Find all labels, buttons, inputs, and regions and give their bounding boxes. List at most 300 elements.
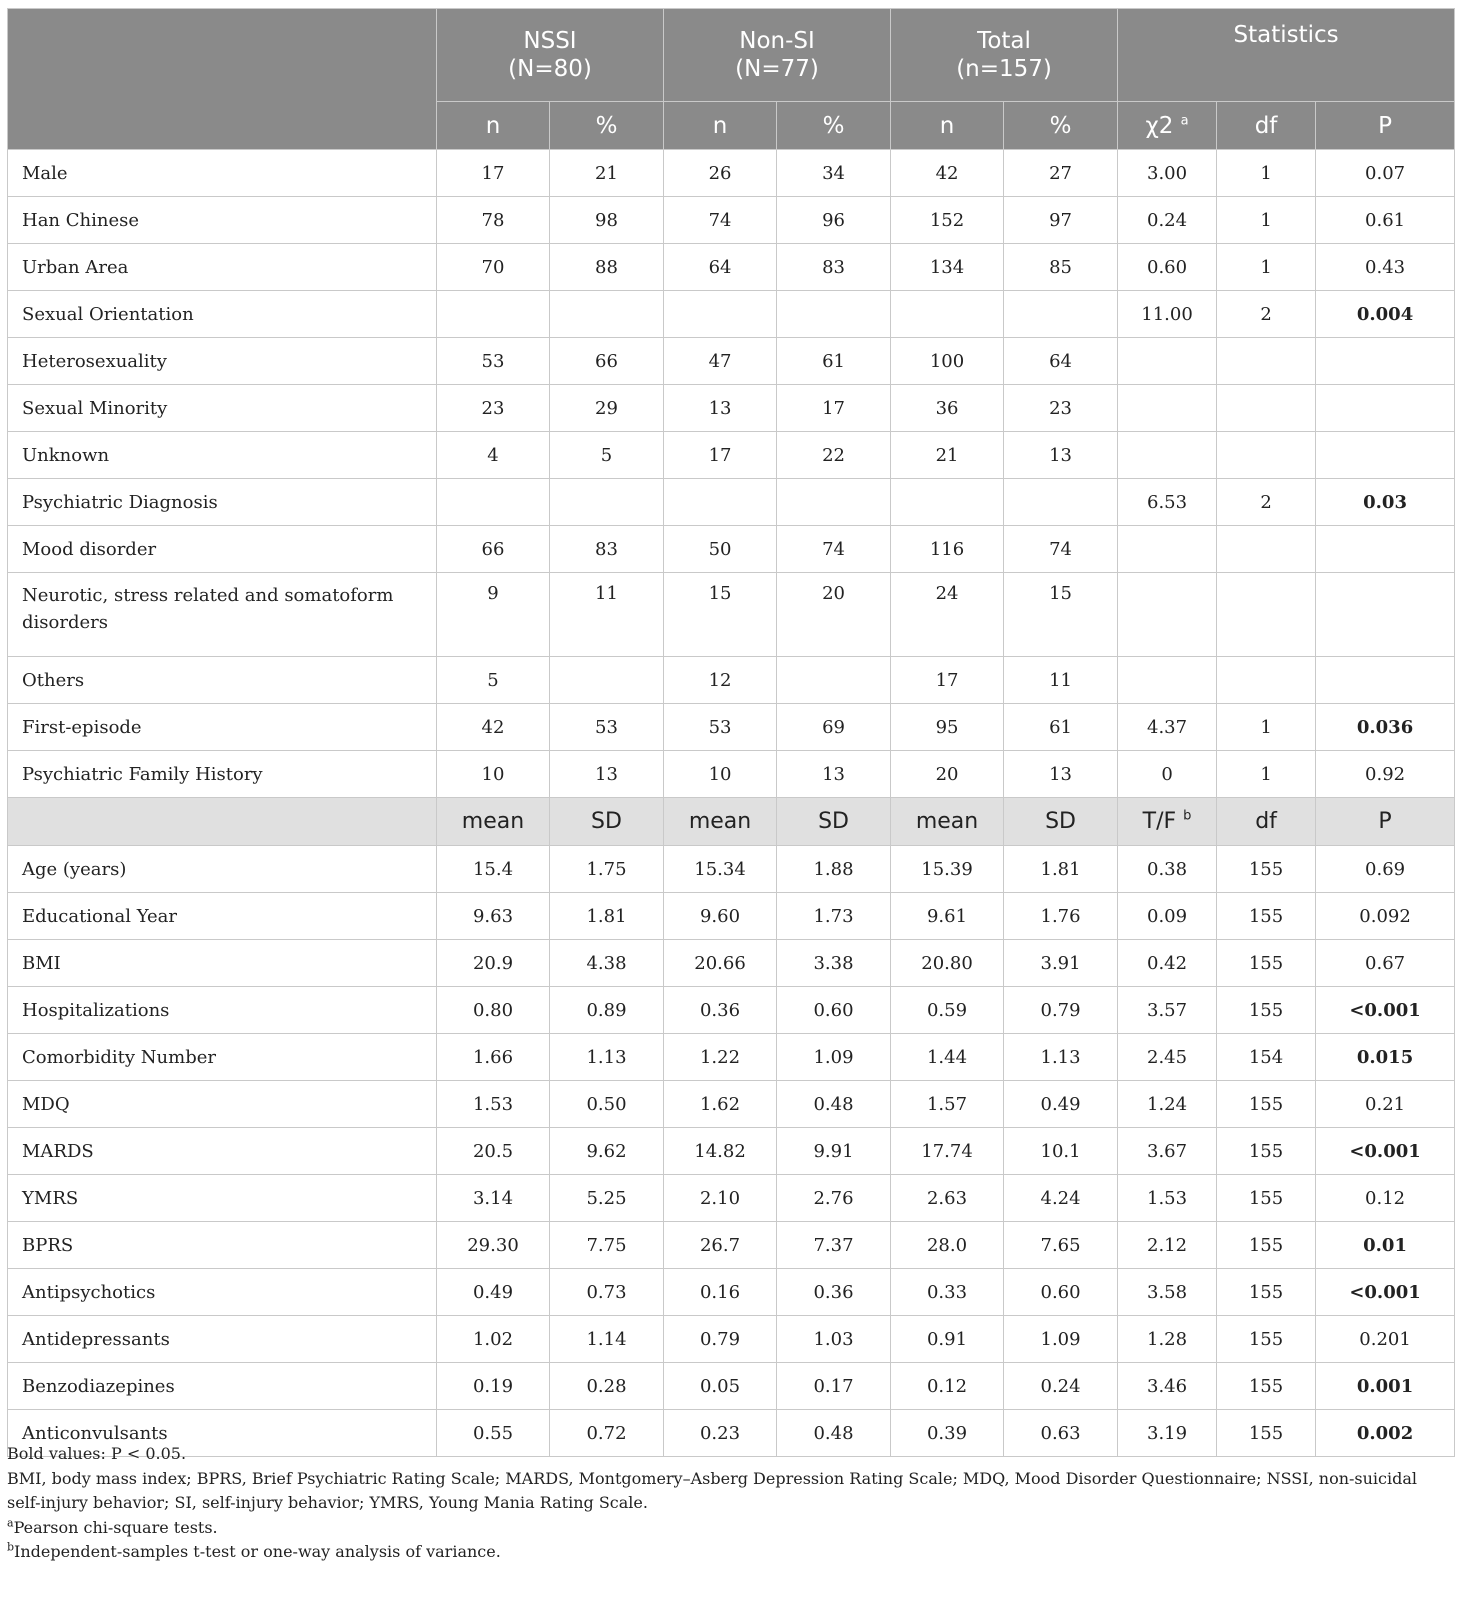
table-cell: 2: [1217, 291, 1316, 338]
header-group-statistics: Statistics: [1118, 9, 1455, 102]
subheader-cell: SD: [777, 798, 891, 846]
table-cell: 23: [1004, 385, 1118, 432]
table-cell: 1.73: [777, 893, 891, 940]
table-cell: 0.28: [550, 1363, 664, 1410]
subheader-cell: P: [1316, 102, 1455, 150]
table-row: [8, 1363, 1455, 1410]
subheader-cell: P: [1316, 798, 1455, 846]
table-cell: 2.45: [1118, 1034, 1217, 1081]
p-value-cell: 0.001: [1316, 1363, 1455, 1410]
table-cell: 155: [1217, 1222, 1316, 1269]
p-value-cell: 0.004: [1316, 291, 1455, 338]
table-cell: 0.39: [891, 1410, 1004, 1457]
table-cell: 42: [891, 150, 1004, 197]
table-cell: 1.62: [664, 1081, 777, 1128]
table-row: [8, 1222, 1455, 1269]
table-cell: 28.0: [891, 1222, 1004, 1269]
table-cell: 15: [1004, 573, 1118, 657]
table-cell: [1118, 385, 1217, 432]
table-cell: 3.46: [1118, 1363, 1217, 1410]
table-cell: 9.91: [777, 1128, 891, 1175]
table-cell: [1004, 479, 1118, 526]
p-value-cell: 0.01: [1316, 1222, 1455, 1269]
table-cell: 3.14: [437, 1175, 550, 1222]
table-cell: 36: [891, 385, 1004, 432]
table-row: [8, 893, 1455, 940]
table-cell: [1118, 338, 1217, 385]
table-cell: 0.33: [891, 1269, 1004, 1316]
table-cell: [777, 291, 891, 338]
table-cell: 66: [437, 526, 550, 573]
p-value-cell: 0.07: [1316, 150, 1455, 197]
table-cell: 0.48: [777, 1081, 891, 1128]
table-cell: [1217, 657, 1316, 704]
table-row: [8, 338, 1455, 385]
table-cell: 22: [777, 432, 891, 479]
p-value-cell: <0.001: [1316, 987, 1455, 1034]
table-cell: [664, 479, 777, 526]
table-cell: [1217, 526, 1316, 573]
table-cell: 3.91: [1004, 940, 1118, 987]
p-value-cell: [1316, 573, 1455, 657]
p-value-cell: 0.015: [1316, 1034, 1455, 1081]
p-value-cell: [1316, 432, 1455, 479]
subheader-cell: %: [1004, 102, 1118, 150]
table-cell: 0.48: [777, 1410, 891, 1457]
table-cell: 88: [550, 244, 664, 291]
row-label: MDQ: [8, 1081, 437, 1128]
table-cell: 155: [1217, 1316, 1316, 1363]
table-cell: 21: [550, 150, 664, 197]
footnote-bold-values: Bold values: P < 0.05.: [7, 1444, 187, 1463]
table-cell: 0.89: [550, 987, 664, 1034]
table-cell: 155: [1217, 893, 1316, 940]
table-row: [8, 751, 1455, 798]
row-label: Sexual Orientation: [8, 291, 437, 338]
subheader-cell: n: [891, 102, 1004, 150]
table-cell: [550, 479, 664, 526]
table-cell: [1217, 573, 1316, 657]
row-label: BMI: [8, 940, 437, 987]
table-cell: 0.60: [777, 987, 891, 1034]
table-cell: [777, 657, 891, 704]
table-cell: 61: [1004, 704, 1118, 751]
table-cell: 15.34: [664, 846, 777, 893]
table-row: [8, 526, 1455, 573]
table-cell: 26.7: [664, 1222, 777, 1269]
table-cell: 155: [1217, 1410, 1316, 1457]
table-cell: 0.16: [664, 1269, 777, 1316]
table-cell: 155: [1217, 1128, 1316, 1175]
table-cell: 17: [664, 432, 777, 479]
table-cell: 2.10: [664, 1175, 777, 1222]
subheader-cell: %: [777, 102, 891, 150]
table-cell: 74: [1004, 526, 1118, 573]
continuous-subheader: [8, 798, 1455, 846]
p-value-cell: [1316, 657, 1455, 704]
table-cell: 3.38: [777, 940, 891, 987]
row-label: Psychiatric Family History: [8, 751, 437, 798]
table-cell: 29: [550, 385, 664, 432]
table-cell: 0.73: [550, 1269, 664, 1316]
table-cell: 17: [437, 150, 550, 197]
table-cell: 5: [437, 657, 550, 704]
table-cell: 13: [1004, 751, 1118, 798]
subheader-cell: df: [1217, 798, 1316, 846]
table-cell: 53: [664, 704, 777, 751]
table-cell: 6.53: [1118, 479, 1217, 526]
table-cell: 97: [1004, 197, 1118, 244]
table-cell: 155: [1217, 1081, 1316, 1128]
table-cell: [1118, 657, 1217, 704]
table-cell: 9.62: [550, 1128, 664, 1175]
table-row: [8, 704, 1455, 751]
table-row: [8, 197, 1455, 244]
table-cell: 1: [1217, 751, 1316, 798]
table-cell: 0.79: [664, 1316, 777, 1363]
table-cell: 0.49: [1004, 1081, 1118, 1128]
subheader-cell: mean: [891, 798, 1004, 846]
table-cell: 20.66: [664, 940, 777, 987]
subheader-tf: T/F $^b$: [1118, 798, 1217, 846]
row-label: Male: [8, 150, 437, 197]
row-label: Antidepressants: [8, 1316, 437, 1363]
row-label: MARDS: [8, 1128, 437, 1175]
table-cell: 1.14: [550, 1316, 664, 1363]
table-cell: 42: [437, 704, 550, 751]
table-cell: 24: [891, 573, 1004, 657]
table-cell: 15.4: [437, 846, 550, 893]
table-cell: 1.88: [777, 846, 891, 893]
table-cell: [550, 657, 664, 704]
row-label: Educational Year: [8, 893, 437, 940]
table-cell: 9: [437, 573, 550, 657]
row-label: Benzodiazepines: [8, 1363, 437, 1410]
table-cell: 155: [1217, 1269, 1316, 1316]
row-label: Heterosexuality: [8, 338, 437, 385]
p-value-cell: [1316, 338, 1455, 385]
table-row: [8, 479, 1455, 526]
row-label: Comorbidity Number: [8, 1034, 437, 1081]
table-cell: 10.1: [1004, 1128, 1118, 1175]
table-cell: 64: [664, 244, 777, 291]
table-row: [8, 573, 1455, 657]
table-cell: 2: [1217, 479, 1316, 526]
table-cell: 0.24: [1004, 1363, 1118, 1410]
table-cell: 20: [777, 573, 891, 657]
row-label: YMRS: [8, 1175, 437, 1222]
table-row: [8, 987, 1455, 1034]
header-group-non-si: Non-SI (N=77): [664, 9, 891, 102]
table-cell: [437, 291, 550, 338]
table-cell: [550, 291, 664, 338]
table-cell: 66: [550, 338, 664, 385]
table-cell: 15: [664, 573, 777, 657]
subheader-cell: SD: [550, 798, 664, 846]
table-cell: [1217, 432, 1316, 479]
table-cell: 2.76: [777, 1175, 891, 1222]
table-row: [8, 1269, 1455, 1316]
table-cell: 53: [550, 704, 664, 751]
p-value-cell: 0.69: [1316, 846, 1455, 893]
table-cell: 85: [1004, 244, 1118, 291]
table-cell: 13: [777, 751, 891, 798]
table-cell: 0.12: [891, 1363, 1004, 1410]
table-cell: 0.09: [1118, 893, 1217, 940]
table-row: [8, 1081, 1455, 1128]
table-cell: 0.72: [550, 1410, 664, 1457]
table-cell: 10: [437, 751, 550, 798]
table-row: [8, 1175, 1455, 1222]
table-cell: [1118, 432, 1217, 479]
table-cell: 1.44: [891, 1034, 1004, 1081]
table-cell: 0.50: [550, 1081, 664, 1128]
table-cell: 100: [891, 338, 1004, 385]
table-cell: 74: [777, 526, 891, 573]
table-cell: 1: [1217, 704, 1316, 751]
table-cell: 11: [550, 573, 664, 657]
table-cell: 0.17: [777, 1363, 891, 1410]
table-row: [8, 1128, 1455, 1175]
table-cell: 0.91: [891, 1316, 1004, 1363]
table-cell: 116: [891, 526, 1004, 573]
table-cell: 95: [891, 704, 1004, 751]
table-cell: 0.60: [1118, 244, 1217, 291]
table-cell: 0.80: [437, 987, 550, 1034]
table-header: [8, 9, 1455, 150]
table-cell: 0.60: [1004, 1269, 1118, 1316]
table-cell: 1.13: [1004, 1034, 1118, 1081]
table-cell: 13: [664, 385, 777, 432]
table-cell: 1.09: [1004, 1316, 1118, 1363]
subheader-cell: mean: [437, 798, 550, 846]
subheader-cell: n: [437, 102, 550, 150]
table-cell: 1.13: [550, 1034, 664, 1081]
table-cell: 0: [1118, 751, 1217, 798]
table-cell: 9.63: [437, 893, 550, 940]
table-cell: 83: [550, 526, 664, 573]
table-cell: 2.12: [1118, 1222, 1217, 1269]
categorical-section: [8, 150, 1455, 798]
row-label: Sexual Minority: [8, 385, 437, 432]
subheader-cell: n: [664, 102, 777, 150]
table-cell: [437, 479, 550, 526]
table-cell: 1.53: [1118, 1175, 1217, 1222]
table-cell: 11: [1004, 657, 1118, 704]
table-cell: [664, 291, 777, 338]
row-label: First-episode: [8, 704, 437, 751]
table-cell: 155: [1217, 940, 1316, 987]
p-value-cell: [1316, 526, 1455, 573]
table-cell: 98: [550, 197, 664, 244]
row-label: Urban Area: [8, 244, 437, 291]
table-cell: 20.80: [891, 940, 1004, 987]
table-cell: 7.65: [1004, 1222, 1118, 1269]
table-cell: 0.05: [664, 1363, 777, 1410]
table-cell: 1.28: [1118, 1316, 1217, 1363]
table-cell: 1.57: [891, 1081, 1004, 1128]
table-row: [8, 385, 1455, 432]
table-cell: 4: [437, 432, 550, 479]
table-row: [8, 1034, 1455, 1081]
table-cell: 29.30: [437, 1222, 550, 1269]
p-value-cell: 0.67: [1316, 940, 1455, 987]
table-cell: [1217, 338, 1316, 385]
row-label: Hospitalizations: [8, 987, 437, 1034]
subheader-chi-square: χ2 $^a$: [1118, 102, 1217, 150]
table-cell: 1.22: [664, 1034, 777, 1081]
row-label: Neurotic, stress related and somatoform disorders: [8, 573, 437, 657]
table-cell: 1: [1217, 150, 1316, 197]
table-cell: 5.25: [550, 1175, 664, 1222]
table-row: [8, 432, 1455, 479]
p-value-cell: 0.43: [1316, 244, 1455, 291]
table-cell: 1.75: [550, 846, 664, 893]
table-cell: 11.00: [1118, 291, 1217, 338]
table-cell: 9.61: [891, 893, 1004, 940]
continuous-section: [8, 846, 1455, 1457]
table-cell: [1118, 526, 1217, 573]
demographics-table: [7, 8, 1455, 1457]
table-cell: 50: [664, 526, 777, 573]
row-label: Antipsychotics: [8, 1269, 437, 1316]
footnote-abbreviations: BMI, body mass index; BPRS, Brief Psychiatric Rating Scale; MARDS, Montgomery–Asberg Depression Rating Scale; MDQ, Mood Disorder Questionnaire; NSSI, non-suicidal self-injury behavior; SI, self-injury behavior; YMRS, Young Mania Rating Scale.: [7, 1468, 1418, 1512]
table-cell: 155: [1217, 846, 1316, 893]
table-cell: 1.81: [1004, 846, 1118, 893]
p-value-cell: 0.12: [1316, 1175, 1455, 1222]
table-cell: 74: [664, 197, 777, 244]
p-value-cell: 0.61: [1316, 197, 1455, 244]
row-label: Anticonvulsants: [8, 1410, 437, 1457]
subheader-cell: mean: [664, 798, 777, 846]
p-value-cell: <0.001: [1316, 1128, 1455, 1175]
table-cell: [777, 479, 891, 526]
table-cell: 4.37: [1118, 704, 1217, 751]
table-cell: 0.49: [437, 1269, 550, 1316]
row-label: Others: [8, 657, 437, 704]
table-cell: 0.79: [1004, 987, 1118, 1034]
table-cell: 69: [777, 704, 891, 751]
p-value-cell: [1316, 385, 1455, 432]
subheader-blank-cell: [8, 798, 437, 846]
table-cell: 1.09: [777, 1034, 891, 1081]
table-cell: 23: [437, 385, 550, 432]
table-row: [8, 244, 1455, 291]
table-cell: 3.67: [1118, 1128, 1217, 1175]
p-value-cell: 0.201: [1316, 1316, 1455, 1363]
table-cell: 1.24: [1118, 1081, 1217, 1128]
table-cell: 3.58: [1118, 1269, 1217, 1316]
table-cell: 1.03: [777, 1316, 891, 1363]
row-label: Psychiatric Diagnosis: [8, 479, 437, 526]
table-cell: 155: [1217, 987, 1316, 1034]
table-row: [8, 150, 1455, 197]
table-cell: 2.63: [891, 1175, 1004, 1222]
header-group-total: Total (n=157): [891, 9, 1118, 102]
table-cell: 0.38: [1118, 846, 1217, 893]
table-cell: 0.24: [1118, 197, 1217, 244]
table-row: [8, 940, 1455, 987]
table-cell: 7.37: [777, 1222, 891, 1269]
table-cell: 1.81: [550, 893, 664, 940]
row-label: Age (years): [8, 846, 437, 893]
header-group-nssi: NSSI (N=80): [437, 9, 664, 102]
table-cell: 83: [777, 244, 891, 291]
p-value-cell: 0.036: [1316, 704, 1455, 751]
table-cell: 155: [1217, 1175, 1316, 1222]
table-cell: 27: [1004, 150, 1118, 197]
table-cell: 12: [664, 657, 777, 704]
table-cell: 47: [664, 338, 777, 385]
row-label: Han Chinese: [8, 197, 437, 244]
table-cell: 1.53: [437, 1081, 550, 1128]
table-cell: 13: [1004, 432, 1118, 479]
table-cell: 0.55: [437, 1410, 550, 1457]
p-value-cell: <0.001: [1316, 1269, 1455, 1316]
row-label: Unknown: [8, 432, 437, 479]
table-cell: 96: [777, 197, 891, 244]
table-footnotes: [7, 1442, 1454, 1565]
table-cell: 34: [777, 150, 891, 197]
table-cell: [891, 291, 1004, 338]
p-value-cell: 0.092: [1316, 893, 1455, 940]
table-cell: 64: [1004, 338, 1118, 385]
table-cell: 1: [1217, 197, 1316, 244]
table-cell: 17: [891, 657, 1004, 704]
table-row: [8, 291, 1455, 338]
p-value-cell: 0.21: [1316, 1081, 1455, 1128]
table-cell: [891, 479, 1004, 526]
footnote-b: $^b$Independent-samples t-test or one-way analysis of variance.: [7, 1540, 501, 1561]
table-row: [8, 846, 1455, 893]
p-value-cell: 0.03: [1316, 479, 1455, 526]
table-cell: 20: [891, 751, 1004, 798]
table-row: [8, 657, 1455, 704]
row-label: Mood disorder: [8, 526, 437, 573]
table-cell: 0.63: [1004, 1410, 1118, 1457]
table-cell: 0.36: [664, 987, 777, 1034]
table-cell: 152: [891, 197, 1004, 244]
table-cell: 154: [1217, 1034, 1316, 1081]
table-cell: 3.00: [1118, 150, 1217, 197]
table-row: [8, 1316, 1455, 1363]
table-cell: 14.82: [664, 1128, 777, 1175]
table-cell: 26: [664, 150, 777, 197]
table-cell: 9.60: [664, 893, 777, 940]
table-cell: 17.74: [891, 1128, 1004, 1175]
table-cell: 0.19: [437, 1363, 550, 1410]
table-cell: 20.9: [437, 940, 550, 987]
table-cell: 13: [550, 751, 664, 798]
table-cell: [1004, 291, 1118, 338]
table-container: [7, 8, 1454, 1457]
table-cell: 3.19: [1118, 1410, 1217, 1457]
table-cell: 21: [891, 432, 1004, 479]
table-cell: [1217, 385, 1316, 432]
table-cell: 17: [777, 385, 891, 432]
table-cell: 0.36: [777, 1269, 891, 1316]
table-cell: 5: [550, 432, 664, 479]
table-cell: 1: [1217, 244, 1316, 291]
table-cell: 0.23: [664, 1410, 777, 1457]
table-cell: 1.66: [437, 1034, 550, 1081]
header-blank-cell: [8, 9, 437, 150]
table-cell: 134: [891, 244, 1004, 291]
table-cell: 0.59: [891, 987, 1004, 1034]
table-cell: 78: [437, 197, 550, 244]
table-cell: 0.42: [1118, 940, 1217, 987]
table-cell: 1.02: [437, 1316, 550, 1363]
